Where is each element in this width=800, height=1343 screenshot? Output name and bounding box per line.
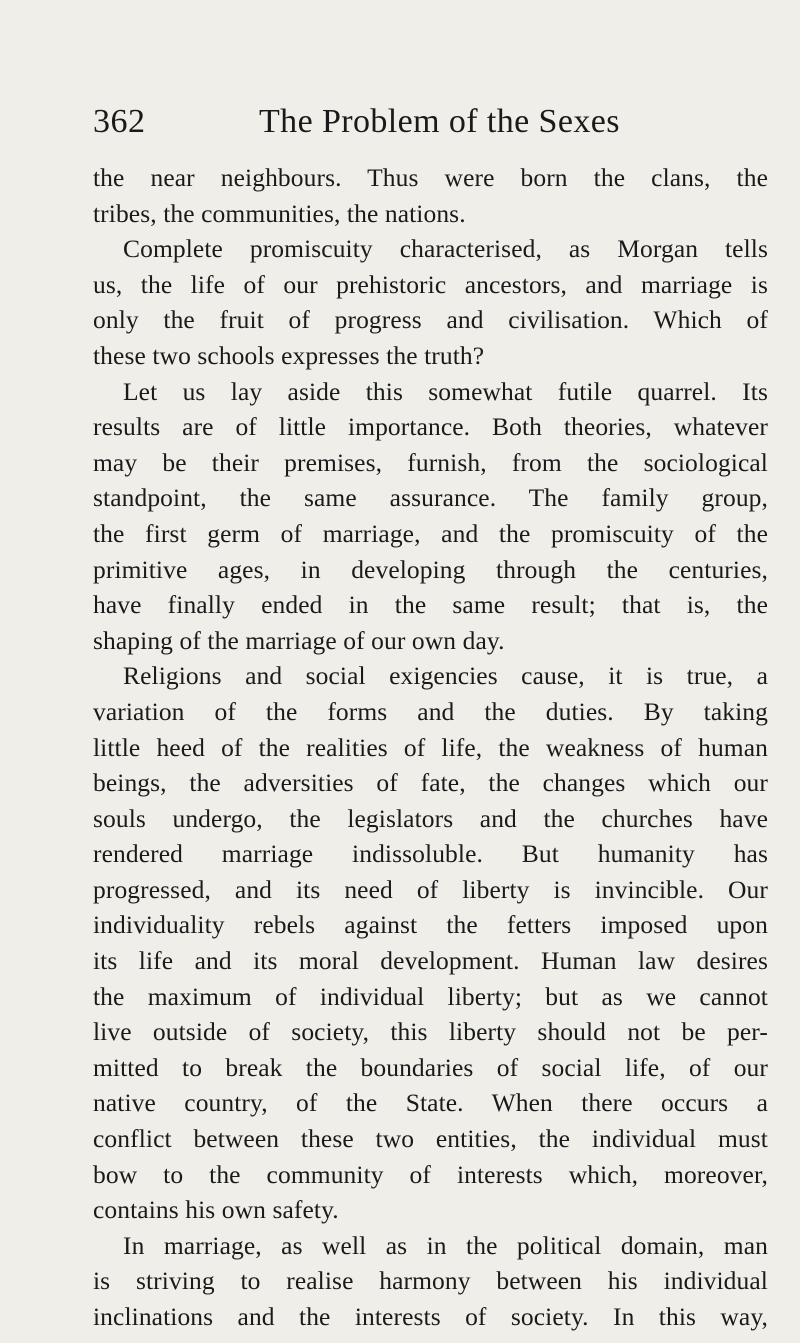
text-line: the maximum of individual liberty; but as we cannot xyxy=(93,981,768,1011)
text-line: conflict between these two entities, the individual must xyxy=(93,1124,768,1154)
running-title: The Problem of the Sexes xyxy=(259,103,620,140)
paragraph-first-line: Religions and social exigencies cause, it is true, a xyxy=(123,661,768,691)
text-line: native country, of the State. When there occurs a xyxy=(93,1088,768,1118)
text-line: live outside of society, this liberty should not be per- xyxy=(93,1017,768,1047)
text-line: primitive ages, in developing through the centuries, xyxy=(93,554,768,584)
text-line: is striving to realise harmony between his individual xyxy=(93,1266,768,1296)
text-line: shaping of the marriage of our own day. xyxy=(93,625,505,655)
text-line: mitted to break the boundaries of social life, of our xyxy=(93,1052,768,1082)
page-number: 362 xyxy=(93,103,146,140)
text-line: rendered marriage indissoluble. But humanity has xyxy=(93,839,768,869)
text-line: only the fruit of progress and civilisation. Which of xyxy=(93,305,768,335)
page-header xyxy=(93,98,733,146)
text-line: progressed, and its need of liberty is invincible. Our xyxy=(93,874,768,904)
text-line: the first germ of marriage, and the promiscuity of the xyxy=(93,518,768,548)
text-line: souls undergo, the legislators and the churches have xyxy=(93,803,768,833)
text-line: contains his own safety. xyxy=(93,1195,339,1225)
text-line: these two schools expresses the truth? xyxy=(93,340,485,370)
text-line: bow to the community of interests which, moreover, xyxy=(93,1159,768,1189)
text-line: little heed of the realities of life, the weakness of human xyxy=(93,732,768,762)
text-line: beings, the adversities of fate, the changes which our xyxy=(93,768,768,798)
text-line: may be their premises, furnish, from the sociological xyxy=(93,447,768,477)
text-line: variation of the forms and the duties. By taking xyxy=(93,696,768,726)
paragraph-first-line: Complete promiscuity characterised, as Morgan tells xyxy=(123,234,768,264)
text-line: the near neighbours. Thus were born the clans, the xyxy=(93,163,768,192)
text-line: tribes, the communities, the nations. xyxy=(93,198,466,228)
paragraph-first-line: Let us lay aside this somewhat futile quarrel. Its xyxy=(123,376,768,406)
paragraph-first-line: In marriage, as well as in the political domain, man xyxy=(123,1230,768,1260)
text-line: us, the life of our prehistoric ancestors, and marriage is xyxy=(93,269,768,299)
body-text xyxy=(93,160,768,1335)
text-line: have finally ended in the same result; that is, the xyxy=(93,590,768,620)
text-line: results are of little importance. Both theories, whatever xyxy=(93,412,768,442)
text-line: standpoint, the same assurance. The family group, xyxy=(93,483,768,513)
text-line: inclinations and the interests of society. In this way, xyxy=(93,1302,768,1331)
text-line: individuality rebels against the fetters imposed upon xyxy=(93,910,768,940)
text-line: its life and its moral development. Human law desires xyxy=(93,946,768,976)
